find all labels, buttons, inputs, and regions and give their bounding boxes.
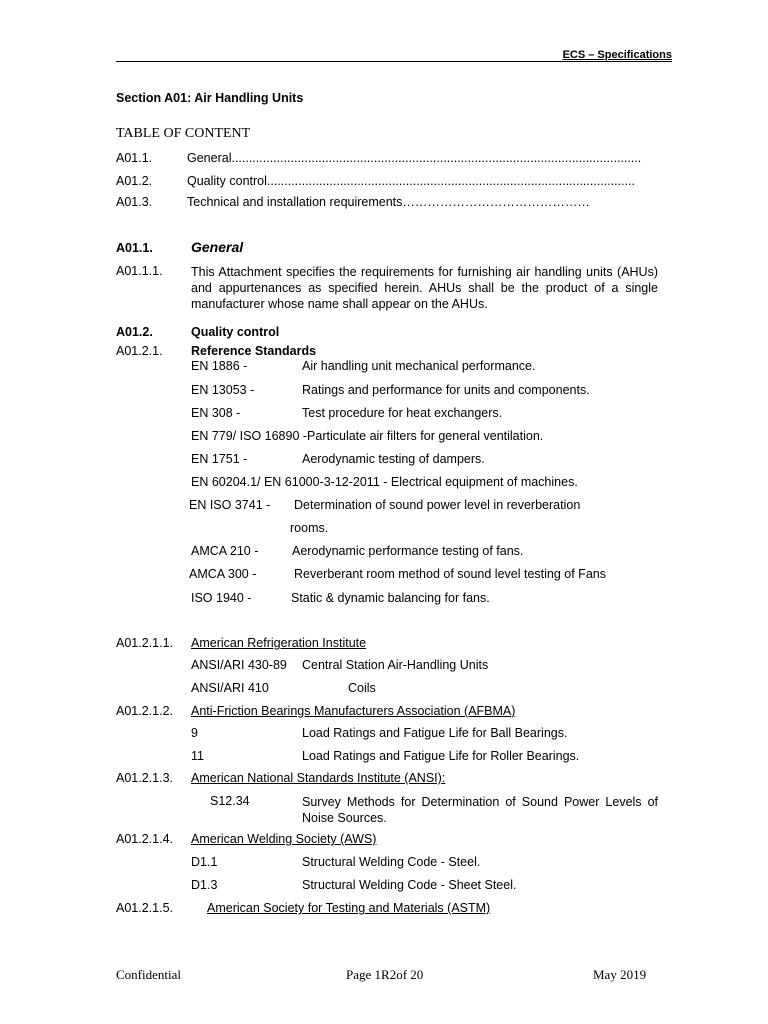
footer-confidential: Confidential — [116, 967, 181, 982]
org-num: A01.2.1.3. — [116, 771, 173, 785]
org-item-desc: Survey Methods for Determination of Sound Power Levels of Noise Sources. — [302, 795, 658, 825]
standard-desc: Aerodynamic performance testing of fans. — [292, 544, 524, 558]
section-title: Section A01: Air Handling Units — [116, 91, 304, 105]
page-header-title: ECS – Specifications — [562, 49, 672, 61]
standard-code: AMCA 300 - — [189, 567, 257, 581]
standard-desc: Test procedure for heat exchangers. — [302, 406, 503, 420]
org-num: A01.2.1.1. — [116, 636, 173, 650]
org-item-code: 9 — [191, 726, 198, 740]
standard-desc: Ratings and performance for units and components. — [302, 383, 590, 397]
org-link[interactable]: American National Standards Institute (ANSI): — [191, 771, 446, 785]
org-item-desc: Load Ratings and Fatigue Life for Roller Bearings. — [302, 749, 580, 763]
org-item-code: D1.1 — [191, 855, 218, 869]
standard-desc: Reverberant room method of sound level testing of Fans — [294, 567, 606, 581]
org-item-code: D1.3 — [191, 878, 218, 892]
org-item-desc: Structural Welding Code - Sheet Steel. — [302, 878, 517, 892]
standard-desc: Static & dynamic balancing for fans. — [291, 591, 490, 605]
standard-desc: Aerodynamic testing of dampers. — [302, 452, 485, 466]
quality-title: Quality control — [191, 325, 280, 339]
toc-item-2-num: A01.2. — [116, 174, 153, 188]
org-item-code: ANSI/ARI 410 — [191, 681, 269, 695]
org-link[interactable]: American Society for Testing and Materials (ASTM) — [207, 901, 491, 915]
footer-page-number: Page 1R2of 20 — [346, 967, 424, 982]
standard-code: EN ISO 3741 - — [189, 498, 271, 512]
general-paragraph: This Attachment specifies the requirements for furnishing air handling units (AHUs) and appurtenances as specified herein. AHUs shall be the product of a single manufacturer whose name shall appear on the AHUs. — [191, 265, 658, 311]
standard-code: AMCA 210 - — [191, 544, 259, 558]
footer-date: May 2019 — [593, 967, 647, 982]
standard-code: ISO 1940 - — [191, 591, 252, 605]
standard-line: EN 60204.1/ EN 61000-3-12-2011 - Electrical equipment of machines. — [191, 475, 578, 489]
toc-item-3-link[interactable]: Technical and installation requirements……………………………………… — [187, 195, 590, 209]
org-item-desc: Coils — [348, 681, 376, 695]
general-para-num: A01.1.1. — [116, 264, 163, 278]
reference-standards-num: A01.2.1. — [116, 344, 163, 358]
standard-desc-cont: rooms. — [290, 521, 329, 535]
org-item-desc: Central Station Air-Handling Units — [302, 658, 489, 672]
toc-heading: TABLE OF CONTENT — [116, 126, 251, 141]
org-item-desc: Load Ratings and Fatigue Life for Ball Bearings. — [302, 726, 568, 740]
toc-item-2-link[interactable]: Quality control.......................................................................................................... — [187, 174, 636, 188]
org-link[interactable]: Anti-Friction Bearings Manufacturers Association (AFBMA) — [191, 704, 516, 718]
org-link[interactable]: American Refrigeration Institute — [191, 636, 367, 650]
standard-code: EN 1886 - — [191, 359, 248, 373]
org-item-desc: Structural Welding Code - Steel. — [302, 855, 481, 869]
general-num: A01.1. — [116, 241, 153, 255]
org-link[interactable]: American Welding Society (AWS) — [191, 832, 377, 846]
standard-desc: Air handling unit mechanical performance. — [302, 359, 536, 373]
standard-line: EN 779/ ISO 16890 -Particulate air filters for general ventilation. — [191, 429, 544, 443]
standard-code: EN 308 - — [191, 406, 241, 420]
org-item-code: 11 — [191, 749, 204, 763]
standard-desc: Determination of sound power level in reverberation — [294, 498, 581, 512]
org-num: A01.2.1.4. — [116, 832, 173, 846]
org-item-code: ANSI/ARI 430-89 — [191, 658, 287, 672]
standard-code: EN 13053 - — [191, 383, 255, 397]
reference-standards-title: Reference Standards — [191, 344, 317, 358]
org-item-code: S12.34 — [210, 794, 250, 808]
quality-num: A01.2. — [116, 325, 153, 339]
toc-item-3-num: A01.3. — [116, 195, 153, 209]
toc-item-1-num: A01.1. — [116, 151, 153, 165]
general-title: General — [191, 239, 244, 255]
org-num: A01.2.1.2. — [116, 704, 173, 718]
org-num: A01.2.1.5. — [116, 901, 173, 915]
toc-item-1-link[interactable]: General...................................................................................................................... — [187, 151, 642, 165]
standard-code: EN 1751 - — [191, 452, 248, 466]
header-rule — [116, 61, 672, 62]
